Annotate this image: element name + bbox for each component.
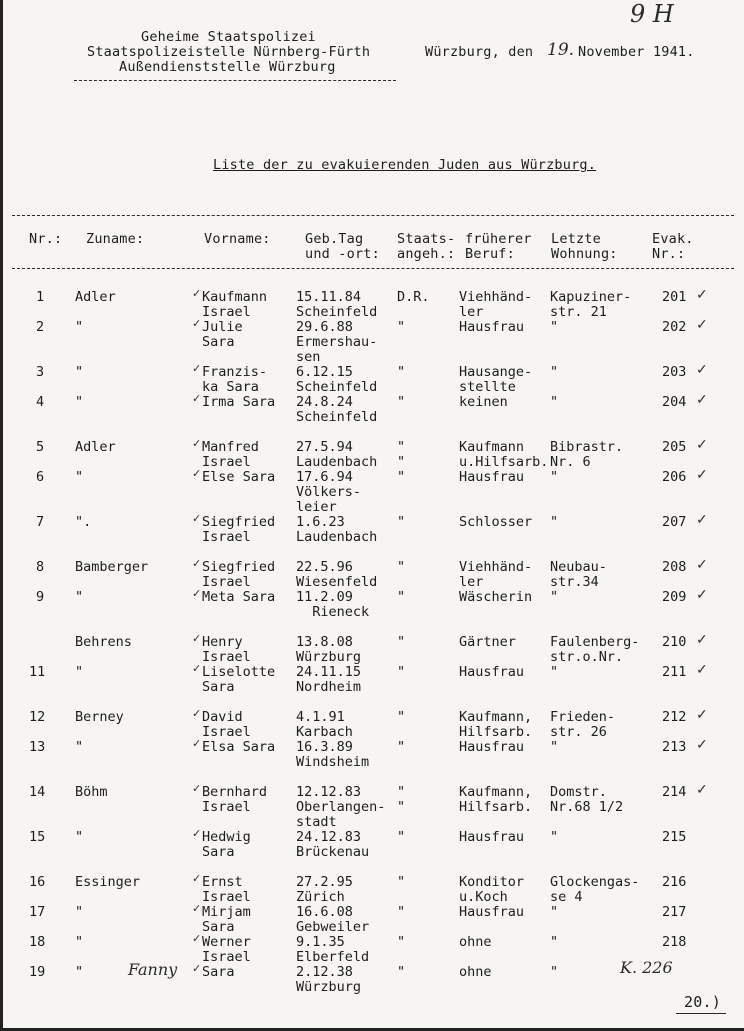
cell-geb: 9.1.35 Elberfeld [296, 934, 370, 965]
footer-next-page: 20.) [684, 993, 721, 1011]
header-line-3: Außendienststelle Würzburg [119, 59, 336, 75]
cell-geb: 11.2.09 Rieneck [296, 589, 370, 620]
cell-zuname: " [75, 934, 84, 950]
cell-geb: 16.6.08 Gebweiler [296, 904, 370, 935]
header-underline [74, 80, 396, 81]
cell-zuname: Adler [75, 289, 116, 305]
cell-nr: 7 [36, 514, 45, 530]
table-row [0, 662, 744, 695]
table-row [0, 827, 744, 860]
col-header-nr: Nr.: [29, 231, 63, 247]
cell-staats: " [397, 634, 406, 650]
cell-wohnung: Glockengas- se 4 [550, 874, 640, 905]
cell-staats: " " [397, 784, 406, 815]
cell-nr: 16 [29, 874, 46, 890]
check-mark-icon: ✓ [696, 362, 708, 378]
cell-zuname: " [75, 964, 84, 980]
cell-vorname: David Israel [202, 709, 251, 740]
table-row [0, 392, 744, 425]
cell-beruf: keinen [459, 394, 508, 410]
cell-evak: 217 [662, 904, 687, 920]
table-row [0, 632, 744, 665]
check-mark-icon: ✓ [696, 392, 708, 408]
cell-nr: 17 [29, 904, 46, 920]
cell-evak: 216 [662, 874, 687, 890]
cell-evak: 203 [662, 364, 687, 380]
cell-vorname: Else Sara [202, 469, 276, 485]
cell-geb: 16.3.89 Windsheim [296, 739, 370, 770]
cell-beruf: Konditor u.Koch [459, 874, 525, 905]
check-mark-icon: ✓ [192, 392, 202, 405]
cell-wohnung: " [550, 664, 559, 680]
header-date-city: Würzburg, den [425, 44, 534, 60]
cell-staats: " [397, 739, 406, 755]
cell-nr: 13 [29, 739, 46, 755]
cell-staats: " [397, 934, 406, 950]
table-row [0, 512, 744, 545]
handwritten-evak-note: K. 226 [620, 958, 673, 977]
cell-evak: 209 [662, 589, 687, 605]
table-row [0, 287, 744, 320]
cell-wohnung: " [550, 469, 559, 485]
check-mark-icon: ✓ [696, 707, 708, 723]
cell-staats: " [397, 904, 406, 920]
cell-wohnung: Neubau- str.34 [550, 559, 607, 590]
cell-vorname: Sara [202, 964, 235, 980]
cell-vorname: Manfred Israel [202, 439, 259, 470]
cell-evak: 215 [662, 829, 687, 845]
page-mark: 9 H [630, 0, 674, 28]
cell-vorname: Irma Sara [202, 394, 276, 410]
cell-vorname: Siegfried Israel [202, 559, 276, 590]
cell-staats: " " [397, 439, 406, 470]
col-header-vorname: Vorname: [204, 231, 271, 247]
cell-zuname: " [75, 469, 84, 485]
cell-zuname: Behrens [75, 634, 132, 650]
cell-nr: 9 [36, 589, 45, 605]
check-mark-icon: ✓ [192, 662, 202, 675]
cell-nr: 19 [29, 964, 46, 980]
cell-geb: 22.5.96 Wiesenfeld [296, 559, 378, 590]
cell-nr: 1 [36, 289, 45, 305]
cell-evak: 207 [662, 514, 687, 530]
cell-evak: 205 [662, 439, 687, 455]
cell-wohnung: " [550, 319, 559, 335]
cell-beruf: Hausange- stellte [459, 364, 533, 395]
check-mark-icon: ✓ [192, 437, 202, 450]
cell-geb: 24.11.15 Nordheim [296, 664, 362, 695]
cell-vorname: Elsa Sara [202, 739, 276, 755]
cell-geb: 24.8.24 Scheinfeld [296, 394, 378, 425]
cell-wohnung: " [550, 964, 559, 980]
table-row [0, 362, 744, 395]
cell-staats: " [397, 874, 406, 890]
cell-wohnung: Kapuziner- str. 21 [550, 289, 632, 320]
cell-nr: 18 [29, 934, 46, 950]
cell-nr: 12 [29, 709, 46, 725]
check-mark-icon: ✓ [192, 737, 202, 750]
cell-nr: 14 [29, 784, 46, 800]
check-mark-icon: ✓ [192, 467, 202, 480]
cell-geb: 27.5.94 Laudenbach [296, 439, 378, 470]
check-mark-icon: ✓ [192, 707, 202, 720]
table-row [0, 737, 744, 770]
cell-zuname: " [75, 394, 84, 410]
col-header-zuname: Zuname: [86, 231, 145, 247]
footer-underline [676, 1013, 726, 1014]
check-mark-icon: ✓ [696, 467, 708, 483]
table-row [0, 557, 744, 590]
cell-zuname: ". [75, 514, 92, 530]
cell-wohnung: " [550, 934, 559, 950]
cell-nr: 3 [36, 364, 45, 380]
cell-nr: 2 [36, 319, 45, 335]
cell-wohnung: " [550, 829, 559, 845]
cell-geb: 24.12.83 Brückenau [296, 829, 370, 860]
cell-wohnung: " [550, 364, 559, 380]
cell-zuname: " [75, 589, 84, 605]
document-title: Liste der zu evakuierenden Juden aus Würzburg. [213, 157, 597, 173]
cell-staats: " [397, 559, 406, 575]
cell-wohnung: Bibrastr. Nr. 6 [550, 439, 624, 470]
header-date-rest: November 1941. [578, 44, 695, 60]
cell-beruf: Gärtner [459, 634, 516, 650]
cell-vorname: Henry Israel [202, 634, 251, 665]
table-header-rule [12, 268, 734, 269]
cell-beruf: Hausfrau [459, 739, 525, 755]
table-row [0, 587, 744, 620]
check-mark-icon: ✓ [696, 287, 708, 303]
cell-zuname: " [75, 364, 84, 380]
cell-evak: 212 [662, 709, 687, 725]
cell-zuname: " [75, 664, 84, 680]
cell-vorname: Siegfried Israel [202, 514, 276, 545]
cell-beruf: Kaufmann u.Hilfsarb. [459, 439, 549, 470]
check-mark-icon: ✓ [192, 932, 202, 945]
check-mark-icon: ✓ [696, 557, 708, 573]
cell-evak: 214 [662, 784, 687, 800]
cell-evak: 210 [662, 634, 687, 650]
col-header-staats: Staats- angeh.: [397, 231, 456, 262]
cell-evak: 204 [662, 394, 687, 410]
cell-evak: 213 [662, 739, 687, 755]
cell-nr: 15 [29, 829, 46, 845]
cell-staats: " [397, 364, 406, 380]
cell-nr: 11 [29, 664, 46, 680]
cell-staats: " [397, 469, 406, 485]
cell-evak: 218 [662, 934, 687, 950]
cell-zuname: Böhm [75, 784, 108, 800]
cell-vorname: Franzis- ka Sara [202, 364, 268, 395]
cell-vorname: Hedwig Sara [202, 829, 251, 860]
col-header-evak: Evak. Nr.: [652, 231, 694, 262]
cell-beruf: Wäscherin [459, 589, 533, 605]
check-mark-icon: ✓ [192, 827, 202, 840]
cell-staats: " [397, 319, 406, 335]
cell-nr: 6 [36, 469, 45, 485]
cell-zuname: " [75, 904, 84, 920]
cell-vorname: Mirjam Sara [202, 904, 251, 935]
cell-beruf: Hausfrau [459, 829, 525, 845]
cell-evak: 206 [662, 469, 687, 485]
cell-geb: 2.12.38 Würzburg [296, 964, 362, 995]
header-date-day: 19. [547, 40, 575, 60]
cell-beruf: ohne [459, 934, 492, 950]
cell-evak: 208 [662, 559, 687, 575]
header-line-1: Geheime Staatspolizei [141, 29, 316, 45]
cell-evak: 202 [662, 319, 687, 335]
check-mark-icon: ✓ [696, 632, 708, 648]
cell-staats: " [397, 589, 406, 605]
cell-nr: 4 [36, 394, 45, 410]
cell-vorname: Kaufmann Israel [202, 289, 268, 320]
cell-wohnung: Frieden- str. 26 [550, 709, 616, 740]
handwritten-name-note: Fanny [128, 960, 178, 979]
table-row [0, 782, 744, 830]
col-header-beruf: früherer Beruf: [465, 231, 532, 262]
table-row [0, 872, 744, 905]
cell-zuname: " [75, 319, 84, 335]
cell-wohnung: " [550, 589, 559, 605]
cell-wohnung: Faulenberg- str.o.Nr. [550, 634, 640, 665]
check-mark-icon: ✓ [192, 512, 202, 525]
check-mark-icon: ✓ [696, 662, 708, 678]
cell-beruf: Schlosser [459, 514, 533, 530]
check-mark-icon: ✓ [696, 437, 708, 453]
cell-geb: 6.12.15 Scheinfeld [296, 364, 378, 395]
cell-geb: 29.6.88 Ermershau- sen [296, 319, 378, 365]
check-mark-icon: ✓ [192, 632, 202, 645]
cell-geb: 17.6.94 Völkers- leier [296, 469, 362, 515]
cell-zuname: Berney [75, 709, 124, 725]
check-mark-icon: ✓ [696, 737, 708, 753]
table-row [0, 707, 744, 740]
cell-geb: 15.11.84 Scheinfeld [296, 289, 378, 320]
cell-wohnung: " [550, 514, 559, 530]
cell-vorname: Liselotte Sara [202, 664, 276, 695]
col-header-geb: Geb.Tag und -ort: [305, 231, 380, 262]
cell-nr: 5 [36, 439, 45, 455]
check-mark-icon: ✓ [192, 317, 202, 330]
cell-staats: " [397, 964, 406, 980]
header-line-2: Staatspolizeistelle Nürnberg-Fürth [87, 44, 371, 60]
cell-beruf: Kaufmann, Hilfsarb. [459, 784, 533, 815]
table-row [0, 902, 744, 935]
cell-nr: 8 [36, 559, 45, 575]
cell-zuname: " [75, 829, 84, 845]
cell-zuname: " [75, 739, 84, 755]
cell-evak: 201 [662, 289, 687, 305]
cell-vorname: Julie Sara [202, 319, 243, 350]
check-mark-icon: ✓ [696, 587, 708, 603]
cell-beruf: Hausfrau [459, 904, 525, 920]
cell-vorname: Bernhard Israel [202, 784, 268, 815]
cell-beruf: Hausfrau [459, 469, 525, 485]
cell-wohnung: Domstr. Nr.68 1/2 [550, 784, 624, 815]
check-mark-icon: ✓ [192, 902, 202, 915]
cell-beruf: Hausfrau [459, 664, 525, 680]
cell-geb: 4.1.91 Karbach [296, 709, 353, 740]
cell-wohnung: " [550, 739, 559, 755]
table-row [0, 467, 744, 515]
cell-zuname: Essinger [75, 874, 141, 890]
cell-zuname: Adler [75, 439, 116, 455]
cell-geb: 13.8.08 Würzburg [296, 634, 362, 665]
cell-beruf: Viehhänd- ler [459, 289, 533, 320]
cell-staats: " [397, 709, 406, 725]
cell-beruf: Viehhänd- ler [459, 559, 533, 590]
check-mark-icon: ✓ [192, 362, 202, 375]
check-mark-icon: ✓ [696, 317, 708, 333]
cell-geb: 12.12.83 Oberlangen- stadt [296, 784, 386, 830]
check-mark-icon: ✓ [192, 587, 202, 600]
cell-vorname: Meta Sara [202, 589, 276, 605]
cell-vorname: Werner Israel [202, 934, 251, 965]
cell-geb: 27.2.95 Zürich [296, 874, 353, 905]
check-mark-icon: ✓ [192, 287, 202, 300]
check-mark-icon: ✓ [696, 512, 708, 528]
cell-vorname: Ernst Israel [202, 874, 251, 905]
cell-staats: " [397, 514, 406, 530]
cell-evak: 211 [662, 664, 687, 680]
table-row [0, 437, 744, 470]
check-mark-icon: ✓ [192, 782, 202, 795]
cell-zuname: Bamberger [75, 559, 149, 575]
cell-staats: " [397, 829, 406, 845]
table-row [0, 317, 744, 365]
cell-beruf: Kaufmann, Hilfsarb. [459, 709, 533, 740]
cell-beruf: ohne [459, 964, 492, 980]
check-mark-icon: ✓ [192, 872, 202, 885]
cell-beruf: Hausfrau [459, 319, 525, 335]
cell-staats: D.R. [397, 289, 430, 305]
check-mark-icon: ✓ [696, 782, 708, 798]
table-top-rule [12, 215, 734, 216]
col-header-wohnung: Letzte Wohnung: [551, 231, 618, 262]
cell-wohnung: " [550, 904, 559, 920]
check-mark-icon: ✓ [192, 557, 202, 570]
cell-staats: " [397, 394, 406, 410]
cell-geb: 1.6.23 Laudenbach [296, 514, 378, 545]
cell-staats: " [397, 664, 406, 680]
cell-wohnung: " [550, 394, 559, 410]
check-mark-icon: ✓ [192, 962, 202, 975]
